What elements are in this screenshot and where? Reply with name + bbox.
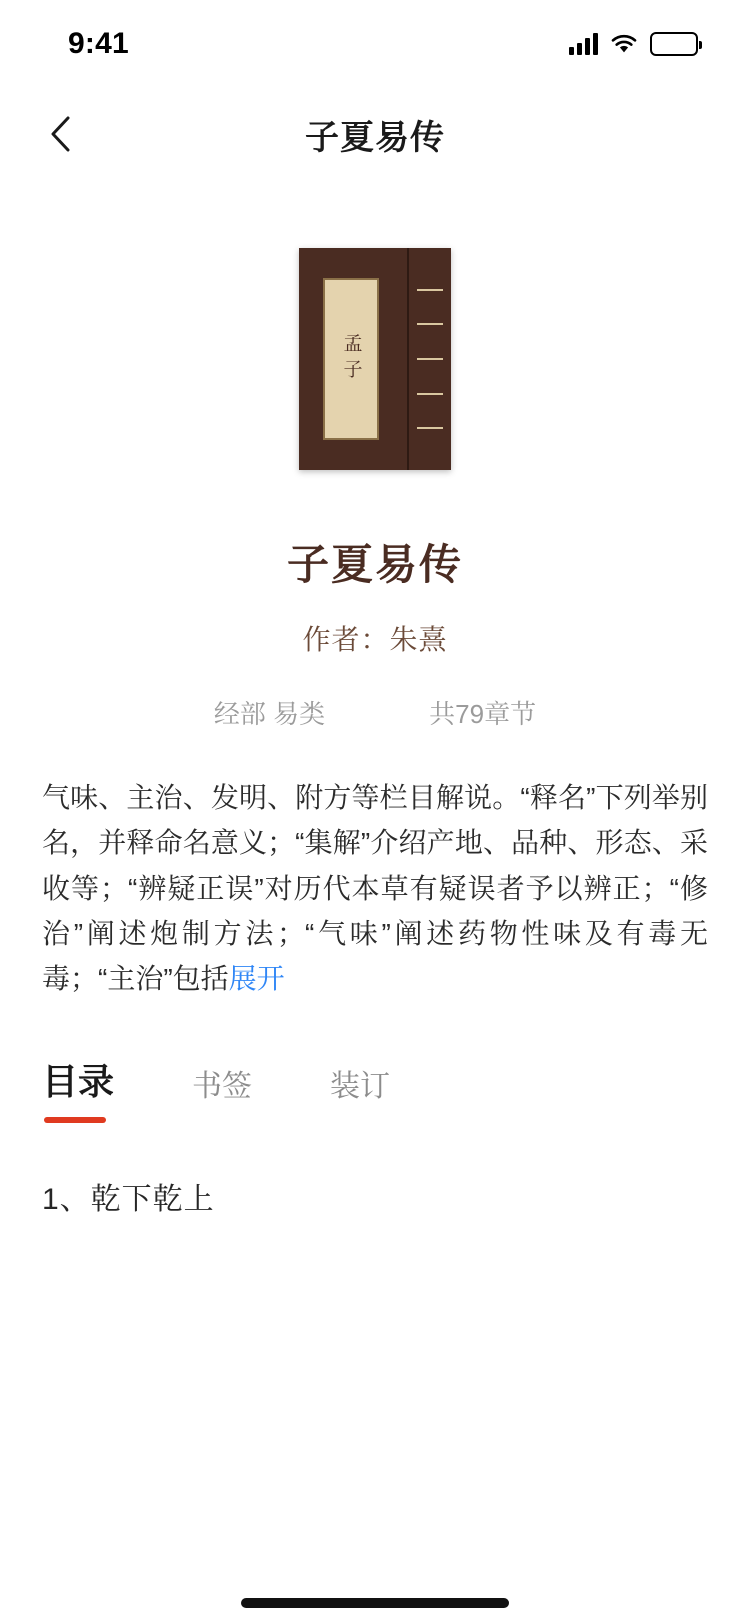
cover-binding-threads [409, 248, 451, 470]
back-button[interactable] [24, 88, 96, 180]
chapter-list [0, 1169, 750, 1231]
book-category: 经部 易类 [213, 699, 326, 729]
status-bar [0, 0, 750, 88]
book-author: 作者：朱熹 [302, 624, 448, 655]
battery-full-icon [650, 32, 698, 56]
content-tabs [42, 1054, 750, 1123]
wifi-icon [610, 33, 638, 55]
tab-binding[interactable]: 装订 [330, 1069, 391, 1103]
home-indicator [241, 1598, 509, 1608]
chevron-left-icon [49, 115, 71, 153]
book-chapter-count: 共79章节 [429, 699, 537, 729]
list-item[interactable]: 1、乾下乾上 [42, 1182, 215, 1216]
tab-bookmarks[interactable]: 书签 [192, 1069, 253, 1103]
tab-catalog[interactable]: 目录 [42, 1054, 114, 1123]
book-cover-image[interactable] [299, 248, 451, 470]
cover-title-text: 孟子 [340, 333, 363, 385]
book-title: 子夏易传 [286, 541, 463, 588]
nav-bar [0, 88, 750, 180]
status-time: 9:41 [68, 27, 129, 60]
book-cover-wrap [0, 248, 750, 470]
status-indicators [569, 32, 698, 56]
page-title: 子夏易传 [305, 118, 445, 157]
expand-description-button[interactable]: 展开 [228, 963, 285, 995]
cellular-signal-icon [569, 33, 598, 55]
cover-title-label [323, 278, 379, 440]
book-meta-row [0, 694, 750, 731]
book-description-text: 气味、主治、发明、附方等栏目解说。“释名”下列举别名，并释命名意义；“集解”介绍产地、品种、形态、采收等；“辨疑正误”对历代本草有疑误者予以辨正；“修治”阐述炮制方法；“气味”阐述药物性味及有毒无毒；“主治”包括 [42, 782, 708, 995]
book-description [42, 775, 708, 1002]
